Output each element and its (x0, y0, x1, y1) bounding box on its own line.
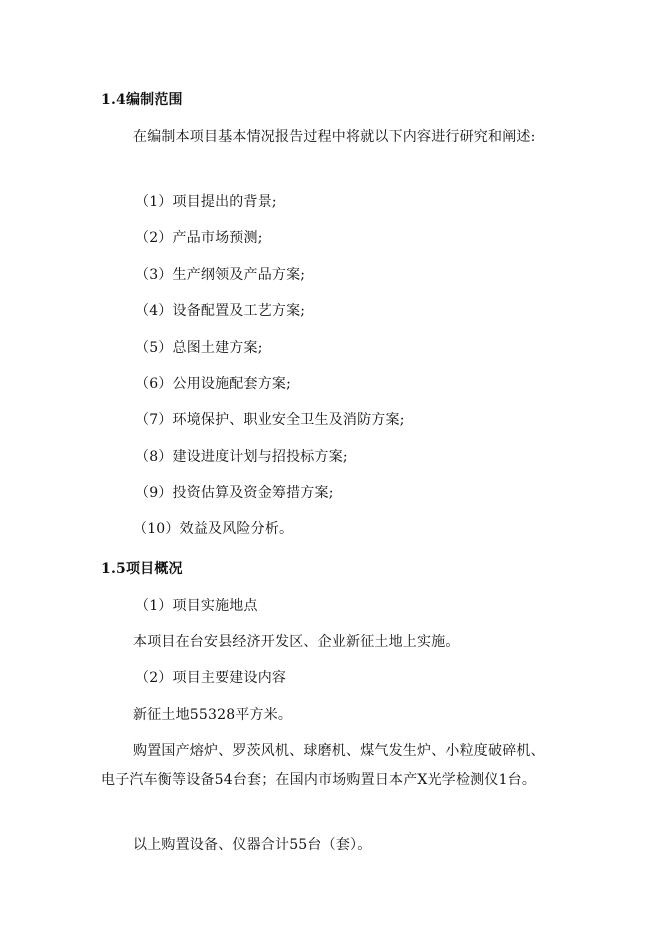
list-item: （6）公用设施配套方案; (135, 376, 292, 392)
equipment-paragraph-line1: 购置国产熔炉、罗茨风机、球磨机、煤气发生炉、小粒度破碎机、 (133, 743, 545, 759)
subsection-title: （1）项目实施地点 (135, 598, 258, 614)
equipment-paragraph-line2: 电子汽车衡等设备54台套；在国内市场购置日本产X光学检测仪1台。 (101, 772, 537, 788)
list-item: （9）投资估算及资金筹措方案; (135, 485, 334, 501)
list-item: （5）总图土建方案; (135, 340, 263, 356)
location-paragraph: 本项目在台安县经济开发区、企业新征土地上实施。 (133, 634, 460, 650)
list-item: （3）生产纲领及产品方案; (135, 267, 306, 283)
list-item: （1）项目提出的背景; (135, 194, 277, 210)
list-item: （8）建设进度计划与招投标方案; (135, 449, 348, 465)
subsection-title: （2）项目主要建设内容 (135, 670, 287, 686)
intro-paragraph: 在编制本项目基本情况报告过程中将就以下内容进行研究和阐述: (133, 129, 536, 145)
list-item: （7）环境保护、职业安全卫生及消防方案; (135, 412, 405, 428)
list-item: （2）产品市场预测; (135, 230, 263, 246)
list-item: （4）设备配置及工艺方案; (135, 303, 306, 319)
heading-1-4: 1.4编制范围 (101, 92, 183, 108)
heading-1-5: 1.5项目概况 (101, 561, 183, 577)
total-paragraph: 以上购置设备、仪器合计55台（套）。 (133, 837, 372, 853)
land-paragraph: 新征土地55328平方米。 (133, 707, 293, 723)
list-item: （10）效益及风险分析。 (133, 521, 294, 537)
